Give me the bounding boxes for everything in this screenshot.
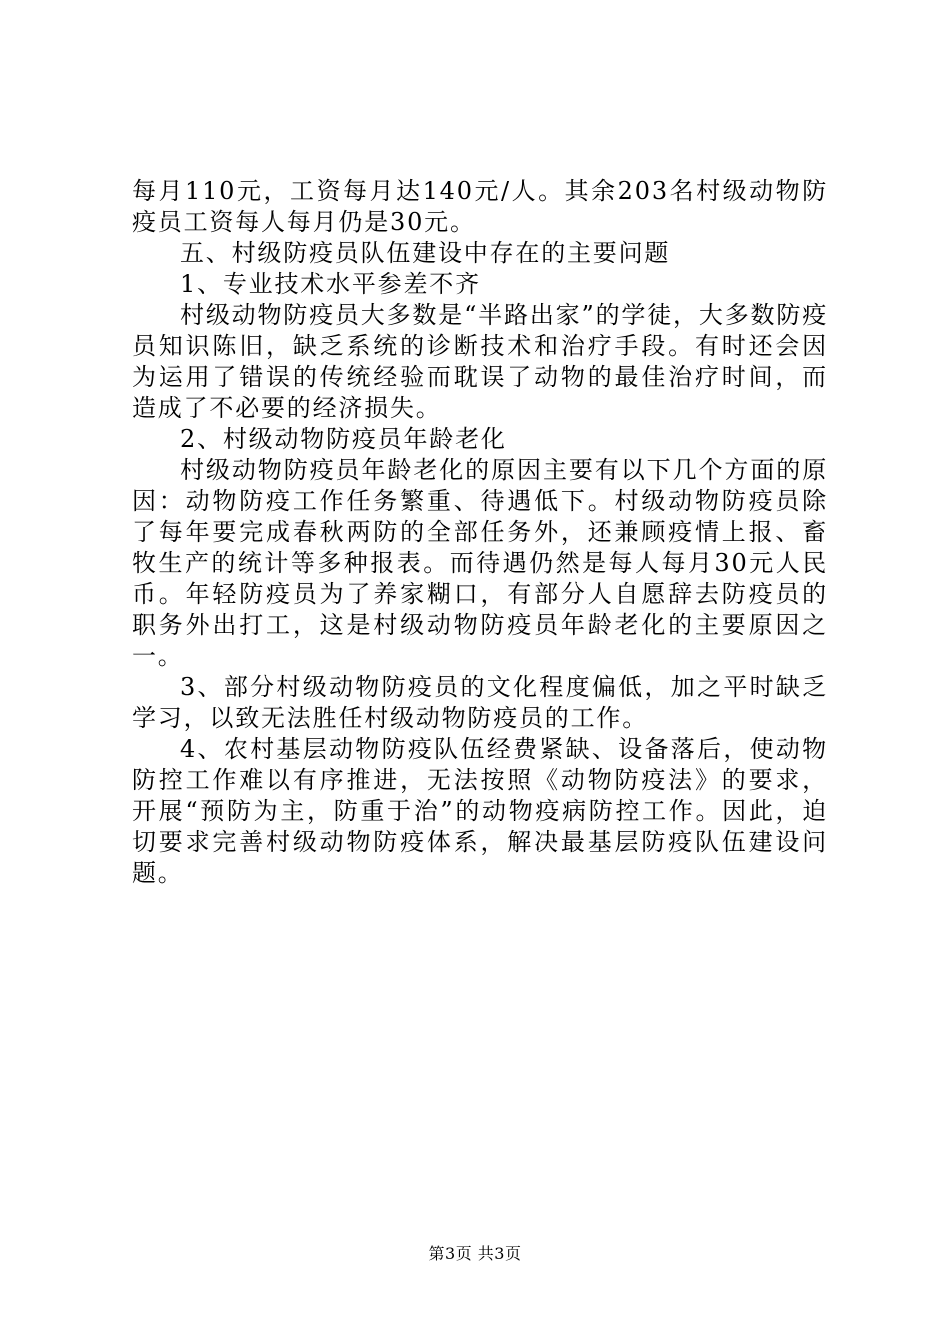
- paragraph-4: 3、部分村级动物防疫员的文化程度偏低，加之平时缺乏学习，以致无法胜任村级动物防疫员的工作。: [132, 673, 828, 732]
- paragraph-2: 村级动物防疫员大多数是“半路出家”的学徒，大多数防疫员知识陈旧，缺乏系统的诊断技术和治疗手段。有时还会因为运用了错误的传统经验而耽误了动物的最佳治疗时间，而造成了不必要的经济损失。: [132, 301, 828, 422]
- subheading-2: 2、村级动物防疫员年龄老化: [180, 425, 507, 453]
- subheading-1: 1、专业技术水平参差不齐: [180, 270, 481, 298]
- body-text: [132, 176, 828, 889]
- paragraph-5: 4、农村基层动物防疫队伍经费紧缺、设备落后，使动物防控工作难以有序推进，无法按照《动物防疫法》的要求，开展“预防为主，防重于治”的动物疫病防控工作。因此，迫切要求完善村级动物防疫体系，解决最基层防疫队伍建设问题。: [132, 735, 828, 887]
- paragraph-1: 每月110元，工资每月达140元/人。其余203名村级动物防疫员工资每人每月仍是30元。: [132, 177, 828, 236]
- paragraph-3: 村级动物防疫员年龄老化的原因主要有以下几个方面的原因：动物防疫工作任务繁重、待遇低下。村级动物防疫员除了每年要完成春秋两防的全部任务外，还兼顾疫情上报、畜牧生产的统计等多种报表。而待遇仍然是每人每月30元人民币。年轻防疫员为了养家糊口，有部分人自愿辞去防疫员的职务外出打工，这是村级动物防疫员年龄老化的主要原因之一。: [132, 456, 828, 670]
- page-footer: 第3页 共3页: [428, 1244, 522, 1263]
- section-heading-5: 五、村级防疫员队伍建设中存在的主要问题: [180, 239, 671, 267]
